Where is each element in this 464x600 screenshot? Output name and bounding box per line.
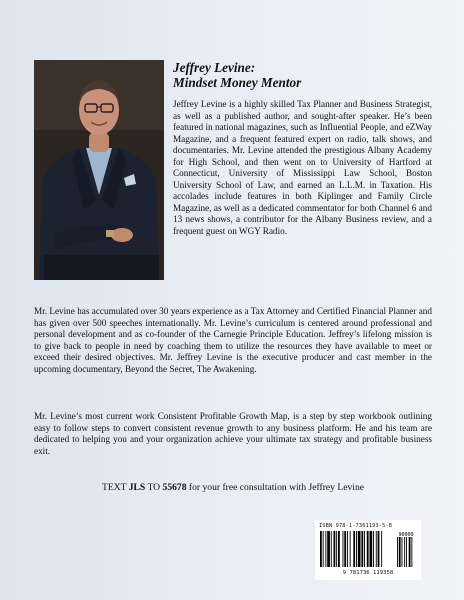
barcode-bar	[370, 531, 373, 567]
barcode-addon-bar	[406, 537, 407, 567]
barcode-bar	[344, 531, 346, 567]
barcode-bar	[376, 531, 377, 567]
barcode-bar	[338, 531, 340, 567]
barcode-bar	[327, 531, 330, 567]
isbn-label: ISBN 978-1-7361193-5-8	[319, 523, 393, 529]
barcode-bar	[343, 531, 344, 567]
barcode-bar	[358, 531, 361, 567]
barcode-bar	[367, 531, 369, 567]
cta-to: TO	[145, 482, 163, 493]
barcode-bar	[350, 531, 351, 567]
barcode-bar	[325, 531, 326, 567]
barcode-addon-bar	[397, 537, 398, 567]
barcode-bar	[381, 531, 382, 567]
experience-paragraph: Mr. Levine has accumulated over 30 years experience as a Tax Attorney and Certified Financial Planner and has given over 500 speeches internationally. Mr. Levine’s curriculum is centered around professional and personal development and as co-founder of the Carnegie Principle Education. Jeffrey’s lifelong mission is to give back to people in need by coaching them to utilize the resources they have available to meet or exceed their desired objectives. Mr. Jeffrey Levine is the executive producer and cast member in the upcoming documentary, Beyond the Secret, The Awakening.	[34, 306, 432, 374]
barcode-bar	[364, 531, 365, 567]
cta-number: 55678	[162, 482, 187, 493]
barcode-addon-bar	[404, 537, 405, 567]
barcode-bar	[334, 531, 336, 567]
author-heading	[173, 60, 433, 90]
barcode-digits: 9 781736 119358	[342, 570, 394, 576]
barcode-bar	[347, 531, 348, 567]
author-tagline: Mindset Money Mentor	[173, 75, 302, 90]
text-cta	[34, 482, 432, 494]
barcode-bar	[336, 531, 337, 567]
barcode-bar	[353, 531, 355, 567]
barcode-bar	[356, 531, 357, 567]
barcode-addon-bar	[411, 537, 412, 567]
cta-keyword: JLS	[128, 482, 146, 493]
isbn-barcode	[315, 520, 421, 580]
barcode-bar	[373, 531, 374, 567]
barcode-addon-bar	[409, 537, 411, 567]
current-work-paragraph: Mr. Levine’s most current work Consistent Profitable Growth Map, is a step by step workbook outlining easy to follow steps to convert consistent revenue growth to any business platform. He and his team are dedicated to helping you and your organization achieve your ultimate tax strategy and profitable business exit.	[34, 411, 432, 456]
barcode-addon-label: 90000	[398, 532, 414, 538]
barcode-bar	[323, 531, 324, 567]
cta-prefix: TEXT	[101, 482, 129, 493]
barcode-bars	[319, 531, 417, 569]
barcode-bar	[320, 531, 322, 567]
barcode-bar	[361, 531, 363, 567]
barcode-addon-bar	[402, 537, 403, 567]
cta-suffix: for your free consultation with Jeffrey Levine	[186, 482, 365, 493]
author-name: Jeffrey Levine:	[173, 60, 256, 75]
author-bio: Jeffrey Levine is a highly skilled Tax Planner and Business Strategist, as well as a published author, and sought-after speaker. He’s been featured in national magazines, such as Influential People, and eZWay Magazine, and a frequent featured expert on radio, talk shows, and documentaries. Mr. Levine attended the prestigious Albany Academy for High School, and then went on to University of Hartford at Connecticut, University of Mississippi Law School, Boston University School of Law, and earned an L.L.M. in Taxation. His accolades include features in both Kiplinger and Family Circle Magazine, as well as a dedicated commentator for both Channel 6 and 13 news shows, a contributor for the Albany Business review, and a frequent guest on WGY Radio.	[173, 99, 432, 236]
author-photo	[34, 60, 164, 280]
barcode-bar	[331, 531, 332, 567]
barcode-bar	[378, 531, 380, 567]
barcode-addon-bar	[399, 537, 401, 567]
